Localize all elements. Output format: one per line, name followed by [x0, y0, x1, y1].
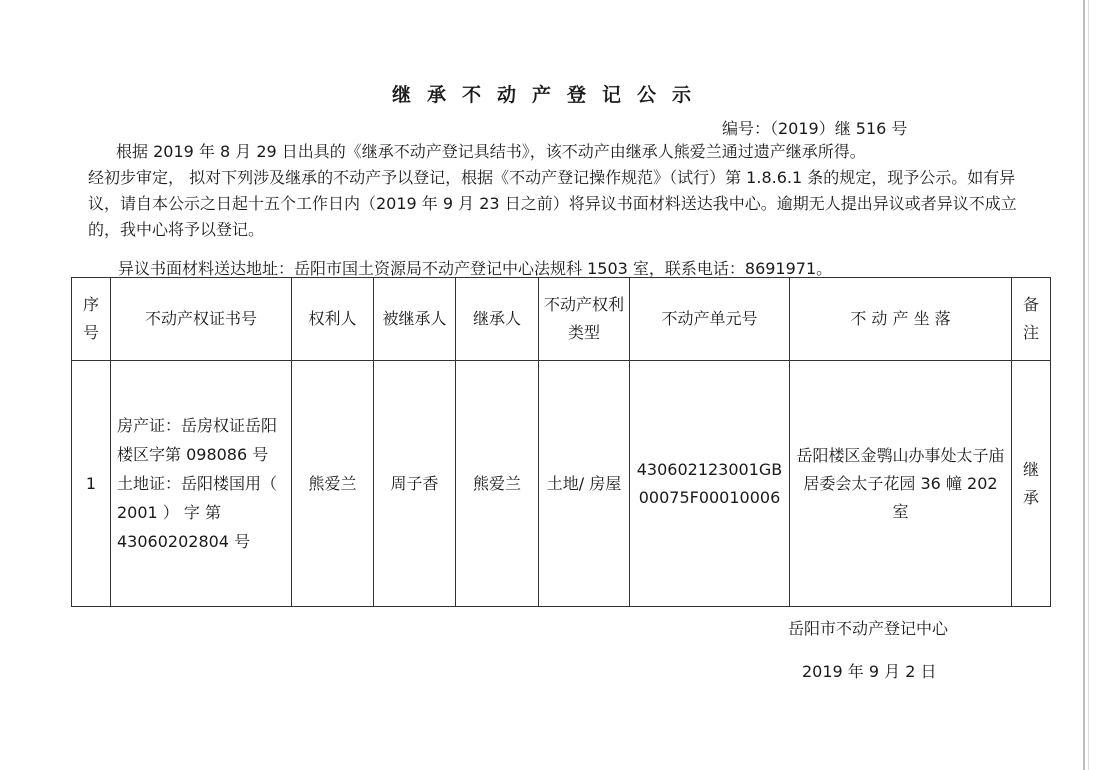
header-seq: 序号	[72, 278, 111, 361]
cell-remark: 继承	[1012, 361, 1051, 607]
header-location: 不 动 产 坐 落	[790, 278, 1012, 361]
cell-seq: 1	[72, 361, 111, 607]
document-number: 编号：（2019）继 516 号	[722, 119, 908, 138]
cell-unit-no: 430602123001GB00075F00010006	[630, 361, 790, 607]
header-cert-no: 不动产权证书号	[111, 278, 292, 361]
cell-owner: 熊爱兰	[292, 361, 374, 607]
cell-cert-no: 房产证：岳房权证岳阳楼区字第 098086 号 土地证：岳阳楼国用（ 2001 ） 字 第 43060202804 号	[111, 361, 292, 607]
paragraph-review: 经初步审定， 拟对下列涉及继承的不动产予以登记，根据《不动产登记操作规范》（试行）第 1.8.6.1 条的规定，现予公示。如有异议，请自本公示之日起十五个工作日内（2019 年 9 月 23 日之前）将异议书面材料送达我中心。逾期无人提出异议或者异议不成立的，我中心将予以登记。	[88, 168, 1017, 239]
table-row	[72, 361, 1051, 607]
scan-edge-shadow	[1083, 0, 1085, 770]
paragraph-intro: 根据 2019 年 8 月 29 日出具的《继承不动产登记具结书》，该不动产由继承人熊爱兰通过遗产继承所得。	[116, 142, 866, 161]
scan-edge-line	[1088, 0, 1089, 770]
issuer-signature: 岳阳市不动产登记中心	[788, 619, 949, 638]
header-heir: 继承人	[456, 278, 539, 361]
header-remark: 备注	[1012, 278, 1051, 361]
header-unit-no: 不动产单元号	[630, 278, 790, 361]
cell-right-type: 土地/ 房屋	[539, 361, 630, 607]
header-right-type: 不动产权利类型	[539, 278, 630, 361]
issue-date: 2019 年 9 月 2 日	[802, 662, 937, 681]
header-decedent: 被继承人	[374, 278, 456, 361]
registration-table	[71, 277, 1051, 607]
cell-decedent: 周子香	[374, 361, 456, 607]
cell-heir: 熊爱兰	[456, 361, 539, 607]
table-header-row	[72, 278, 1051, 361]
objection-address: 异议书面材料送达地址：岳阳市国土资源局不动产登记中心法规科 1503 室，联系电话：8691971。	[118, 259, 833, 278]
header-owner: 权利人	[292, 278, 374, 361]
cell-location: 岳阳楼区金鹗山办事处太子庙居委会太子花园 36 幢 202 室	[790, 361, 1012, 607]
page-title: 继承不动产登记公示	[391, 84, 707, 106]
